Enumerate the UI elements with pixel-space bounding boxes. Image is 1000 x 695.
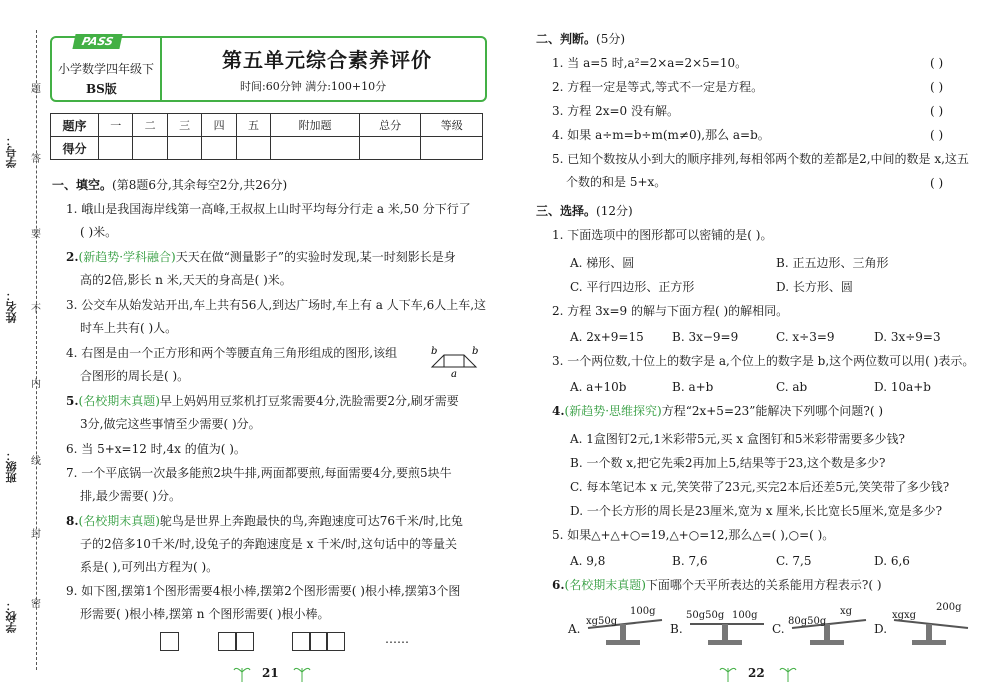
question-1-5: 5.(名校期末真题)早上妈妈用豆浆机打豆浆需要4分,洗脸需要2分,刷牙需要 3分,做完这些事情至少需要( )分。 [66,394,459,431]
side-char-seal2: 密 [31,599,41,610]
answer-bracket[interactable]: ( ) [930,104,944,118]
judge-item-5: 5. 已知个数按从小到大的顺序排列,每相邻两个数的差都是2,中间的数是 x,这五 个数的和是 5+x。 [552,152,969,189]
side-char-top: 题 [31,84,41,95]
score-header-cell: 二 [133,114,167,137]
choice-option[interactable]: B. 3x−9=9 [672,330,739,344]
choice-option[interactable]: A. a+10b [570,380,627,394]
header-left-panel [52,35,162,100]
score-table [50,113,483,160]
binding-line [36,30,37,670]
side-char-required: 要 [31,229,41,240]
score-cell[interactable] [99,137,133,160]
stick-square [160,632,179,651]
balance-option-a[interactable]: A. xg50g 100g [568,606,668,650]
score-header-cell: 题序 [51,114,99,137]
score-header-cell: 四 [202,114,236,137]
choice-option[interactable]: D. 一个长方形的周长是23厘米,宽为 x 厘米,长比宽长5厘米,宽是多少? [570,504,943,518]
choice-question-6: 6.(名校期末真题)下面哪个天平所表达的关系能用方程表示?( ) [552,578,882,592]
judge-item-1: 1. 当 a=5 时,a²=2×a=2×5=10。 [552,56,748,70]
score-header-cell: 五 [236,114,270,137]
score-cell[interactable] [359,137,421,160]
choice-option[interactable]: D. 3x÷9=3 [874,330,941,344]
choice-option[interactable]: D. 10a+b [874,380,931,394]
class-label: 班级： [5,450,18,483]
brand-logo: PASS [72,34,122,49]
side-char-no: 不 [31,304,41,315]
choice-option[interactable]: B. 一个数 x,把它先乘2再加上5,结果等于23,这个数是多少? [570,456,886,470]
score-header-cell: 总分 [359,114,421,137]
question-1-7: 7. 一个平底锅一次最多能煎2块牛排,两面都要煎,每面需要4分,要煎5块牛 排,最少需要( )分。 [66,466,452,503]
page-number-right: 22 [748,666,765,680]
section1-heading: 一、填空。(第8题6分,其余每空2分,共26分) [52,178,288,192]
choice-option[interactable]: C. 平行四边形、正方形 [570,280,695,294]
score-cell[interactable] [236,137,270,160]
exam-title: 第五单元综合素养评价 [222,48,432,72]
choice-question-4: 4.(新趋势·思维探究)方程“2x+5=23”能解决下列哪个问题?( ) [552,404,884,418]
balance-option-b[interactable]: B. 50g50g 100g [670,606,770,650]
choice-question-3: 3. 一个两位数,十位上的数字是 a,个位上的数字是 b,这个两位数可以用( )表示。 [552,354,975,368]
side-char-inside: 内 [31,379,41,390]
choice-option[interactable]: B. 正五边形、三角形 [776,256,889,270]
question-1-8: 8.(名校期末真题)鸵鸟是世界上奔跑最快的鸟,奔跑速度可达76千米/时,比兔 子的2倍多10千米/时,设兔子的奔跑速度是 x 千米/时,这句话中的等量关 系是( ),可列出方程为( )。 [66,514,463,574]
fig-label-b1: b [431,346,438,357]
question-1-4: 4. 右图是由一个正方形和两个等腰直角三角形组成的图形,该组 合图形的周长是( )。 [66,346,398,383]
fig-label-b2: b [472,346,479,357]
choice-option[interactable]: C. x÷3=9 [776,330,835,344]
stick-square [235,632,254,651]
choice-option[interactable]: A. 2x+9=15 [570,330,644,344]
score-cell[interactable] [271,137,360,160]
trapezoid-figure [428,343,480,377]
judge-item-3: 3. 方程 2x=0 没有解。 [552,104,679,118]
exam-subtitle: 时间:60分钟 满分:100+10分 [240,80,387,93]
choice-question-5: 5. 如果△+△+○=19,△+○=12,那么△=( ),○=( )。 [552,528,835,542]
score-header-cell: 附加题 [271,114,360,137]
choice-option[interactable]: C. ab [776,380,808,394]
choice-option[interactable]: D. 长方形、圆 [776,280,853,294]
question-1-2: 2.(新趋势·学科融合)天天在做“测量影子”的实验时发现,某一时刻影长是身 高的2倍,影长 n 米,天天的身高是( )米。 [66,250,456,287]
answer-bracket[interactable]: ( ) [930,80,944,94]
exam-header [50,36,487,102]
choice-question-1: 1. 下面选项中的图形都可以密铺的是( )。 [552,228,773,242]
judge-item-2: 2. 方程一定是等式,等式不一定是方程。 [552,80,764,94]
plant-decoration-left [232,660,312,686]
student-name-label: 姓名： [5,290,18,323]
version-label: BS版 [86,82,117,96]
score-cell[interactable] [133,137,167,160]
balance-option-c[interactable]: C. 80g50g xg [772,606,872,650]
choice-option[interactable]: D. 6,6 [874,554,910,568]
choice-option[interactable]: C. 每本笔记本 x 元,笑笑带了23元,买完2本后还差5元,笑笑带了多少钱? [570,480,950,494]
question-1-6: 6. 当 5+x=12 时,4x 的值为( )。 [66,442,246,456]
stick-square [326,632,345,651]
answer-bracket[interactable]: ( ) [930,176,944,190]
score-cell[interactable] [167,137,201,160]
score-cell[interactable] [202,137,236,160]
page-number-left: 21 [262,666,279,680]
score-header-cell: 一 [99,114,133,137]
score-header-cell: 等级 [421,114,483,137]
choice-option[interactable]: A. 1盒图钉2元,1米彩带5元,买 x 盒图钉和5米彩带需要多少钱? [570,432,905,446]
choice-option[interactable]: B. 7,6 [672,554,708,568]
choice-option[interactable]: B. a+b [672,380,714,394]
question-1-1: 1. 峨山是我国海岸线第一高峰,王叔叔上山时平均每分行走 a 米,50 分下行了 ( )米。 [66,202,471,239]
student-number-label: 学号： [5,135,18,168]
choice-option[interactable]: C. 7,5 [776,554,812,568]
choice-option[interactable]: A. 梯形、圆 [570,256,635,270]
school-label: 学校： [5,600,18,633]
answer-bracket[interactable]: ( ) [930,56,944,70]
ellipsis: …… [385,632,409,646]
question-1-9: 9. 如下图,摆第1个图形需要4根小棒,摆第2个图形需要( )根小棒,摆第3个图 形需要( )根小棒,摆第 n 个图形需要( )根小棒。 [66,584,461,621]
side-char-seal: 封 [31,529,41,540]
score-cell[interactable] [421,137,483,160]
tag-new-trend: (新趋势·学科融合) [78,250,176,264]
question-1-3: 3. 公交车从始发站开出,车上共有56人,到达广场时,车上有 a 人下车,6人上车,这 时车上共有( )人。 [66,298,487,335]
section3-heading: 三、选择。(12分) [536,204,633,218]
score-header-cell: 三 [167,114,201,137]
choice-option[interactable]: A. 9,8 [570,554,606,568]
side-char-answer: 答 [31,154,41,165]
judge-item-4: 4. 如果 a÷m=b÷m(m≠0),那么 a=b。 [552,128,770,142]
section2-heading: 二、判断。(5分) [536,32,626,46]
plant-decoration-right [718,660,798,686]
answer-bracket[interactable]: ( ) [930,128,944,142]
side-char-line: 线 [31,456,41,467]
grade-label: 小学数学四年级下 [58,62,155,76]
choice-question-2: 2. 方程 3x=9 的解与下面方程( )的解相同。 [552,304,789,318]
balance-option-d[interactable]: D. xgxg 200g [874,602,974,650]
fig-label-a: a [451,369,457,377]
score-row-label: 得分 [51,137,99,160]
